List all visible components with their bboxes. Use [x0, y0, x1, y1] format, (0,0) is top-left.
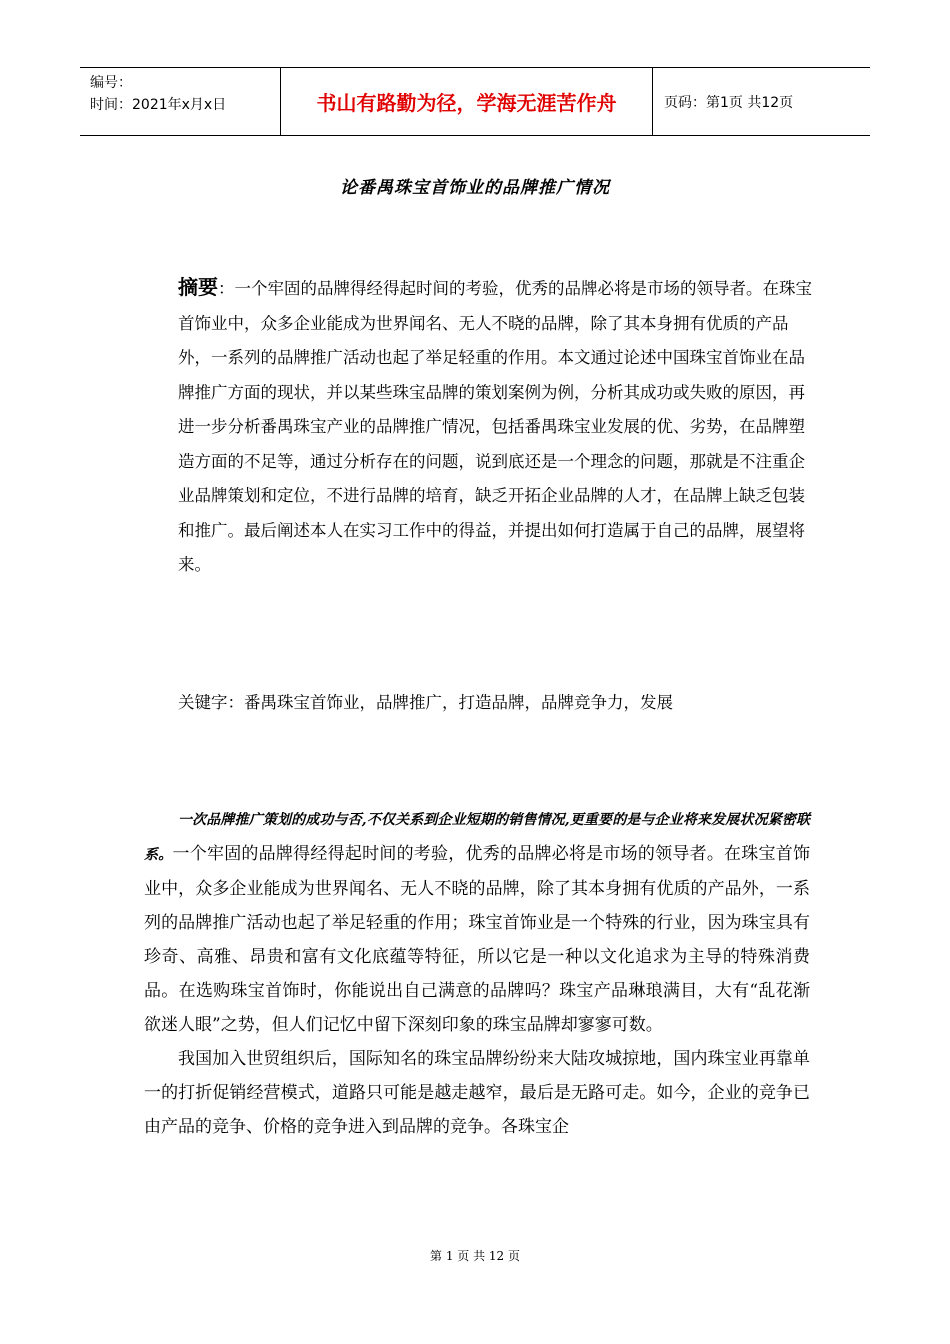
abstract-section	[178, 270, 818, 583]
abstract-text: 一个牢固的品牌得经得起时间的考验，优秀的品牌必将是市场的领导者。在珠宝首饰业中，众多企业能成为世界闻名、无人不晓的品牌，除了其本身拥有优质的产品外，一系列的品牌推广活动也起了举足轻重的作用。本文通过论述中国珠宝首饰业在品牌推广方面的现状，并以某些珠宝品牌的策划案例为例，分析其成功或失败的原因，再进一步分析番禺珠宝产业的品牌推广情况，包括番禺珠宝业发展的优、劣势，在品牌塑造方面的不足等，通过分析存在的问题，说到底还是一个理念的问题，那就是不注重企业品牌策划和定位，不进行品牌的培育，缺乏开拓企业品牌的人才，在品牌上缺乏包装和推广。最后阐述本人在实习工作中的得益，并提出如何打造属于自己的品牌，展望将来。	[178, 279, 812, 574]
body-paragraph-text: 一个牢固的品牌得经得起时间的考验，优秀的品牌必将是市场的领导者。在珠宝首饰业中，众多企业能成为世界闻名、无人不晓的品牌，除了其本身拥有优质的产品外，一系列的品牌推广活动也起了举足轻重的作用；珠宝首饰业是一个特殊的行业，因为珠宝具有珍奇、高雅、昂贵和富有文化底蕴等特征，所以它是一种以文化追求为主导的特殊消费品。在选购珠宝首饰时，你能说出自己满意的品牌吗？珠宝产品琳琅满目，大有“乱花渐欲迷人眼”之势，但人们记忆中留下深刻印象的珠宝品牌却寥寥可数。	[144, 844, 811, 1035]
header-motto: 书山有路勤为径，学海无涯苦作舟	[280, 68, 653, 135]
keywords-line: 关键字：番禺珠宝首饰业，品牌推广，打造品牌，品牌竞争力，发展	[178, 693, 673, 712]
header-meta-cell	[80, 68, 280, 135]
body-paragraph: 我国加入世贸组织后，国际知名的珠宝品牌纷纷来大陆攻城掠地，国内珠宝业再靠单一的打折促销经营模式，道路只可能是越走越窄，最后是无路可走。如今，企业的竞争已由产品的竞争、价格的竞争进入到品牌的竞争。各珠宝企	[144, 1049, 810, 1137]
document-number-label: 编号：	[90, 75, 132, 91]
body-text	[144, 802, 810, 1144]
body-intro-sentence: 一次品牌推广策划的成功与否,不仅关系到企业短期的销售情况,更重要的是与企业将来发展状况紧密联系。	[144, 812, 810, 863]
document-time-label: 时间：2021年x月x日	[90, 97, 227, 113]
document-title: 论番禺珠宝首饰业的品牌推广情况	[340, 178, 610, 198]
header-page-info: 页码：第1页 共12页	[664, 94, 794, 111]
abstract-separator: ：	[218, 279, 235, 298]
abstract-label: 摘要	[178, 275, 218, 299]
document-header-table	[80, 67, 870, 136]
body-paragraph	[144, 802, 810, 1042]
page-footer: 第 1 页 共 12 页	[430, 1249, 520, 1263]
